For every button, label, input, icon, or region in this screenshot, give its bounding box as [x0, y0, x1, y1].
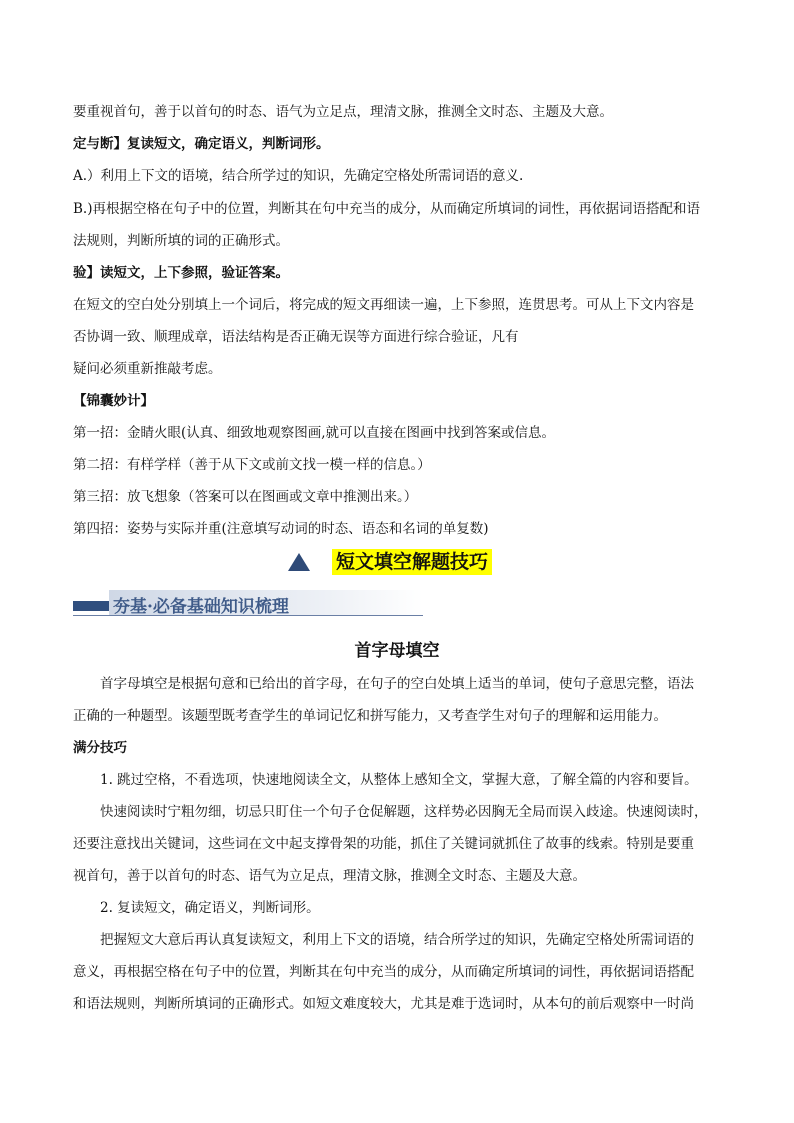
tip-item-2: 第二招：有样学样（善于从下文或前文找一模一样的信息。） [73, 457, 431, 473]
text-line: 要重视首句，善于以首句的时态、语气为立足点，理清文脉，推测全文时态、主题及大意。 [73, 104, 613, 120]
triangle-icon [288, 553, 310, 571]
paragraph-line: 意义，再根据空格在句子中的位置，判断其在句中充当的成分，从而确定所填词的词性，再依据词语搭配 [73, 964, 694, 980]
paragraph-line: 首字母填空是根据句意和已给出的首字母，在句子的空白处填上适当的单词，使句子意思完整，语法 [100, 676, 694, 692]
paragraph-line: 把握短文大意后再认真复读短文，利用上下文的语境，结合所学过的知识，先确定空格处所需词语的 [100, 932, 694, 948]
paragraph-line: 快速阅读时宁粗勿细，切忌只盯住一个句子仓促解题，这样势必因胸无全局而误入歧途。快速阅读时， [100, 804, 708, 820]
text-line: 法规则，判断所填的词的正确形式。 [73, 233, 289, 249]
subsection-header [73, 590, 423, 618]
tip-item-3: 第三招：放飞想象（答案可以在图画或文章中推测出来。） [73, 489, 418, 505]
section-title: 首字母填空 [354, 641, 440, 661]
full-score-tips-heading: 满分技巧 [73, 740, 127, 756]
tip-item-4: 第四招：姿势与实际并重(注意填写动词的时态、语态和名词的单复数) [73, 521, 489, 537]
step-heading-verify: 验】读短文，上下参照，验证答案。 [73, 265, 289, 281]
paragraph-line: 正确的一种题型。该题型既考查学生的单词记忆和拼写能力，又考查学生对句子的理解和运用能力。 [73, 708, 667, 724]
numbered-step-1: 1. 跳过空格，不看选项，快速地阅读全文，从整体上感知全文，掌握大意，了解全篇的内容和要旨。 [100, 772, 698, 788]
paragraph-line: 还要注意找出关键词，这些词在文中起支撑骨架的功能，抓住了关键词就抓住了故事的线索。特别是要重 [73, 836, 694, 852]
text-line: 疑问必须重新推敲考虑。 [73, 361, 222, 377]
subsection-title: 夯基·必备基础知识梳理 [113, 597, 289, 617]
paragraph-line: 视首句，善于以首句的时态、语气为立足点，理清文脉，推测全文时态、主题及大意。 [73, 868, 586, 884]
section-banner [288, 549, 492, 575]
numbered-step-2: 2. 复读短文，确定语义，判断词形。 [100, 900, 320, 916]
text-line: 在短文的空白处分别填上一个词后，将完成的短文再细读一遍，上下参照，连贯思考。可从上下文内容是 [73, 297, 694, 313]
banner-title: 短文填空解题技巧 [332, 549, 492, 575]
text-line: A.）利用上下文的语境，结合所学过的知识，先确定空格处所需词语的意义. [73, 168, 524, 184]
tips-heading: 【锦囊妙计】 [73, 393, 154, 409]
text-line: B.)再根据空格在句子中的位置，判断其在句中充当的成分，从而确定所填词的词性，再依据词语搭配和语 [73, 201, 700, 217]
step-heading-confirm: 定与断】复读短文，确定语义，判断词形。 [73, 136, 330, 152]
tip-item-1: 第一招：金睛火眼(认真、细致地观察图画,就可以直接在图画中找到答案或信息。 [73, 425, 556, 441]
header-accent-bar [73, 601, 109, 611]
paragraph-line: 和语法规则，判断所填词的正确形式。如短文难度较大，尤其是难于选词时，从本句的前后观察中一时尚 [73, 996, 694, 1012]
text-line: 否协调一致、顺理成章，语法结构是否正确无误等方面进行综合验证，凡有 [73, 329, 519, 345]
